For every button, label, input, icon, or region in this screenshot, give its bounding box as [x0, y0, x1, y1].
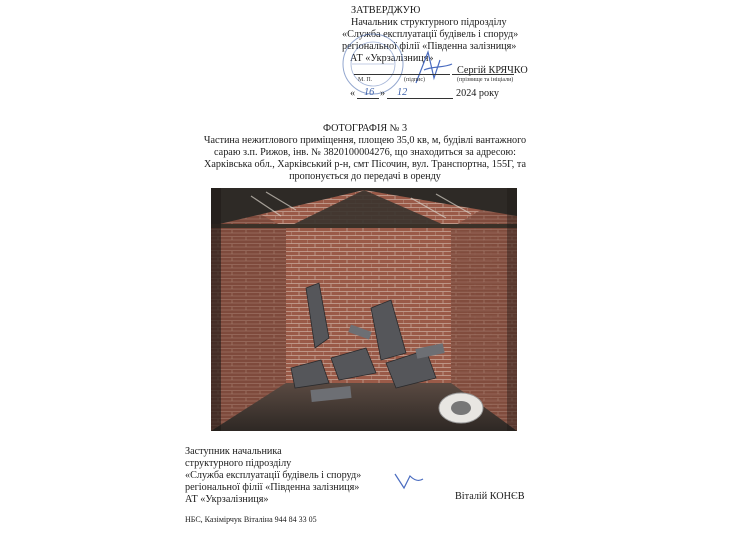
footer-line-1: Заступник начальника — [185, 446, 282, 457]
date-day-line — [357, 98, 379, 99]
date-close-quote: » — [380, 88, 386, 99]
photo-title: ФОТОГРАФІЯ № 3 — [322, 123, 408, 134]
footer-line-5: АТ «Укрзалізниця» — [185, 494, 269, 505]
approval-line-1: Начальник структурного підрозділу — [351, 17, 507, 28]
footer-signature-icon — [392, 470, 426, 492]
approval-line-4: АТ «Укрзалізниця» — [350, 53, 434, 64]
name-line — [452, 74, 514, 75]
footer-signer-name: Віталій КОНЄВ — [455, 491, 525, 502]
approval-heading: ЗАТВЕРДЖУЮ — [351, 5, 421, 16]
date-open-quote: « — [350, 88, 356, 99]
signature-line — [354, 74, 450, 75]
date-month-line — [387, 98, 453, 99]
footer-line-2: структурного підрозділу — [185, 458, 292, 469]
caption-name: (прізвище та ініціали) — [457, 77, 514, 83]
approval-line-3: регіональної філії «Південна залізниця» — [342, 41, 517, 52]
footer-line-3: «Служба експлуатації будівель і споруд» — [185, 470, 362, 481]
approval-signer-name: Сергій КРЯЧКО — [457, 65, 528, 76]
description-line-2: сараю з.п. Рижов, інв. № 3820100004276, що знаходиться за адресою: — [214, 147, 516, 158]
contact-note: НБС, Казімірчук Віталіна 944 84 33 05 — [185, 515, 317, 524]
caption-sign: (підпис) — [404, 77, 426, 83]
approval-line-2: «Служба експлуатації будівель і споруд» — [342, 29, 519, 40]
date-year: 2024 року — [456, 88, 500, 99]
description-line-3: Харківська обл., Харківський р-н, смт Пісочин, вул. Транспортна, 155Г, та — [204, 159, 526, 170]
caption-mp: М. П. — [358, 77, 373, 83]
date-month: 12 — [397, 87, 408, 98]
footer-line-4: регіональної філії «Південна залізниця» — [185, 482, 360, 493]
date-day: 16 — [364, 87, 375, 98]
description-line-4: пропонується до передачі в оренду — [289, 171, 441, 182]
description-line-1: Частина нежитлового приміщення, площею 35,0 кв, м, будівлі вантажного — [203, 135, 527, 146]
building-photo — [211, 188, 517, 431]
